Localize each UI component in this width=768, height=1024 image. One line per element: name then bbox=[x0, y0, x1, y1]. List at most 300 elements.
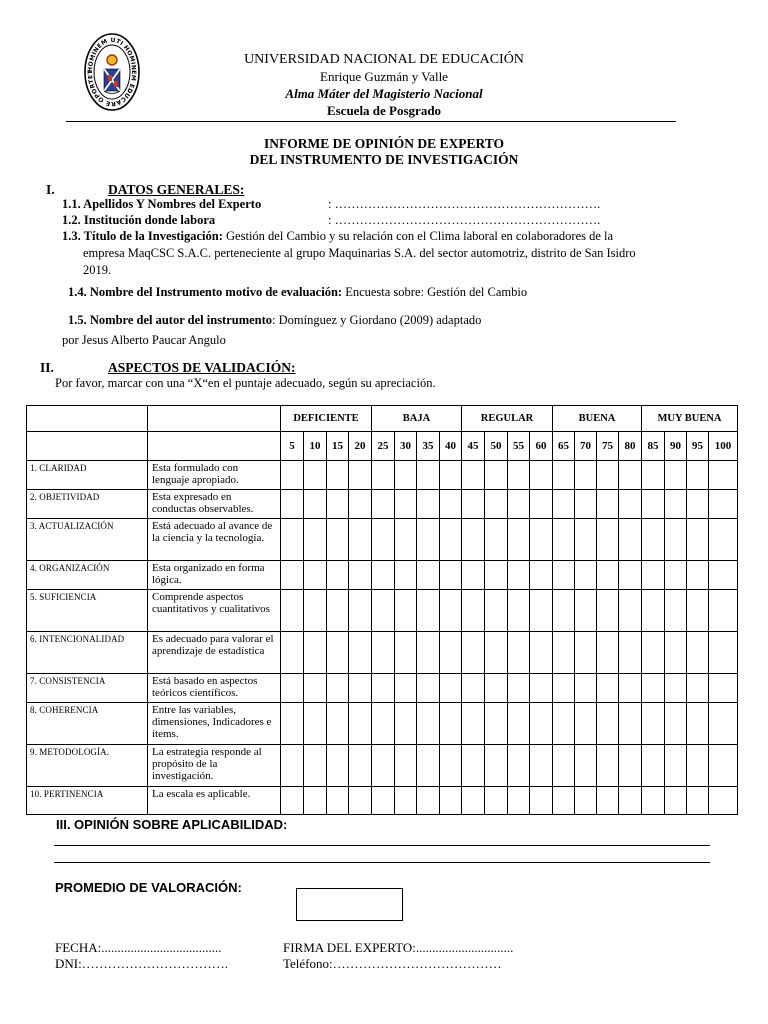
score-cell-50[interactable] bbox=[485, 561, 508, 590]
score-cell-5[interactable] bbox=[281, 490, 304, 519]
score-cell-100[interactable] bbox=[709, 519, 738, 561]
score-cell-80[interactable] bbox=[619, 561, 642, 590]
score-cell-55[interactable] bbox=[508, 519, 530, 561]
score-cell-15[interactable] bbox=[327, 703, 349, 745]
header-blank-criterion bbox=[27, 406, 148, 432]
score-cell-95[interactable] bbox=[687, 632, 709, 674]
score-cell-40[interactable] bbox=[440, 590, 462, 632]
score-cell-30[interactable] bbox=[395, 519, 417, 561]
score-cell-90[interactable] bbox=[665, 590, 687, 632]
score-cell-5[interactable] bbox=[281, 632, 304, 674]
score-cell-50[interactable] bbox=[485, 490, 508, 519]
score-cell-30[interactable] bbox=[395, 703, 417, 745]
section2-numeral: II. bbox=[40, 360, 54, 375]
score-cell-45[interactable] bbox=[462, 461, 485, 490]
criterion-cell: 3. ACTUALIZACIÓN bbox=[27, 519, 148, 561]
criterion-cell: 10. PERTINENCIA bbox=[27, 787, 148, 815]
table-row bbox=[27, 632, 738, 674]
score-cell-80[interactable] bbox=[619, 461, 642, 490]
score-cell-100[interactable] bbox=[709, 561, 738, 590]
document-title-line2: DEL INSTRUMENTO DE INVESTIGACIÓN bbox=[249, 152, 519, 167]
score-cell-35[interactable] bbox=[417, 674, 440, 703]
score-cell-50[interactable] bbox=[485, 787, 508, 815]
score-cell-65[interactable] bbox=[553, 703, 575, 745]
score-cell-35[interactable] bbox=[417, 490, 440, 519]
score-cell-100[interactable] bbox=[709, 745, 738, 787]
item3-label: 1.3. Título de la Investigación: bbox=[62, 229, 223, 243]
score-cell-75[interactable] bbox=[597, 787, 619, 815]
score-cell-15[interactable] bbox=[327, 490, 349, 519]
score-cell-75[interactable] bbox=[597, 674, 619, 703]
score-cell-95[interactable] bbox=[687, 490, 709, 519]
score-cell-45[interactable] bbox=[462, 674, 485, 703]
item5-line2: por Jesus Alberto Paucar Angulo bbox=[62, 333, 226, 347]
score-cell-95[interactable] bbox=[687, 674, 709, 703]
score-cell-75[interactable] bbox=[597, 490, 619, 519]
score-cell-15[interactable] bbox=[327, 787, 349, 815]
score-header-45: 45 bbox=[462, 432, 485, 461]
score-header-55: 55 bbox=[508, 432, 530, 461]
score-cell-55[interactable] bbox=[508, 461, 530, 490]
score-header-90: 90 bbox=[665, 432, 687, 461]
score-cell-70[interactable] bbox=[575, 745, 597, 787]
header-rule bbox=[66, 121, 676, 122]
score-cell-95[interactable] bbox=[687, 561, 709, 590]
score-cell-45[interactable] bbox=[462, 519, 485, 561]
score-cell-55[interactable] bbox=[508, 632, 530, 674]
score-cell-60[interactable] bbox=[530, 745, 553, 787]
item4 bbox=[68, 285, 527, 300]
score-cell-40[interactable] bbox=[440, 461, 462, 490]
score-cell-55[interactable] bbox=[508, 787, 530, 815]
score-cell-60[interactable] bbox=[530, 703, 553, 745]
score-header-40: 40 bbox=[440, 432, 462, 461]
score-cell-65[interactable] bbox=[553, 519, 575, 561]
score-cell-95[interactable] bbox=[687, 703, 709, 745]
score-cell-25[interactable] bbox=[372, 590, 395, 632]
score-header-70: 70 bbox=[575, 432, 597, 461]
score-header-30: 30 bbox=[395, 432, 417, 461]
score-cell-65[interactable] bbox=[553, 787, 575, 815]
score-cell-35[interactable] bbox=[417, 590, 440, 632]
score-cell-10[interactable] bbox=[304, 745, 327, 787]
score-cell-85[interactable] bbox=[642, 787, 665, 815]
score-cell-5[interactable] bbox=[281, 519, 304, 561]
table-row bbox=[27, 490, 738, 519]
score-cell-70[interactable] bbox=[575, 674, 597, 703]
score-cell-10[interactable] bbox=[304, 703, 327, 745]
score-cell-100[interactable] bbox=[709, 674, 738, 703]
score-cell-90[interactable] bbox=[665, 632, 687, 674]
score-cell-65[interactable] bbox=[553, 461, 575, 490]
score-cell-90[interactable] bbox=[665, 745, 687, 787]
score-cell-70[interactable] bbox=[575, 490, 597, 519]
score-cell-25[interactable] bbox=[372, 745, 395, 787]
score-cell-35[interactable] bbox=[417, 519, 440, 561]
score-cell-20[interactable] bbox=[349, 745, 372, 787]
score-cell-100[interactable] bbox=[709, 590, 738, 632]
score-cell-20[interactable] bbox=[349, 674, 372, 703]
score-cell-40[interactable] bbox=[440, 745, 462, 787]
score-cell-5[interactable] bbox=[281, 745, 304, 787]
score-cell-40[interactable] bbox=[440, 632, 462, 674]
score-cell-30[interactable] bbox=[395, 590, 417, 632]
score-cell-10[interactable] bbox=[304, 490, 327, 519]
seal-lettering: HOMINEM UTI HOMINEM EDUCARE OPORTET bbox=[86, 36, 138, 108]
score-cell-30[interactable] bbox=[395, 674, 417, 703]
score-cell-70[interactable] bbox=[575, 590, 597, 632]
score-cell-85[interactable] bbox=[642, 674, 665, 703]
score-cell-20[interactable] bbox=[349, 590, 372, 632]
score-header-row bbox=[27, 432, 738, 461]
indicator-cell: Está adecuado al avance de la ciencia y la tecnología. bbox=[148, 519, 281, 561]
criterion-cell: 7. CONSISTENCIA bbox=[27, 674, 148, 703]
score-header-20: 20 bbox=[349, 432, 372, 461]
score-cell-65[interactable] bbox=[553, 590, 575, 632]
item4-value: Encuesta sobre: Gestión del Cambio bbox=[342, 285, 528, 299]
score-cell-35[interactable] bbox=[417, 561, 440, 590]
item2-label: 1.2. Institución donde labora bbox=[62, 213, 216, 227]
score-cell-45[interactable] bbox=[462, 561, 485, 590]
score-cell-60[interactable] bbox=[530, 490, 553, 519]
score-cell-50[interactable] bbox=[485, 703, 508, 745]
score-cell-55[interactable] bbox=[508, 590, 530, 632]
indicator-cell: Comprende aspectos cuantitativos y cualitativos bbox=[148, 590, 281, 632]
score-cell-25[interactable] bbox=[372, 703, 395, 745]
score-cell-60[interactable] bbox=[530, 590, 553, 632]
score-cell-95[interactable] bbox=[687, 519, 709, 561]
score-cell-5[interactable] bbox=[281, 461, 304, 490]
score-cell-80[interactable] bbox=[619, 632, 642, 674]
score-cell-50[interactable] bbox=[485, 745, 508, 787]
score-cell-15[interactable] bbox=[327, 561, 349, 590]
score-cell-75[interactable] bbox=[597, 519, 619, 561]
opinion-line-2[interactable] bbox=[54, 862, 710, 863]
score-header-50: 50 bbox=[485, 432, 508, 461]
score-cell-85[interactable] bbox=[642, 703, 665, 745]
score-cell-55[interactable] bbox=[508, 703, 530, 745]
criterion-cell: 8. COHERENCIA bbox=[27, 703, 148, 745]
telefono-field[interactable]: Teléfono:………………………………… bbox=[283, 956, 502, 971]
score-cell-80[interactable] bbox=[619, 674, 642, 703]
table-row bbox=[27, 703, 738, 745]
score-cell-20[interactable] bbox=[349, 519, 372, 561]
score-cell-10[interactable] bbox=[304, 632, 327, 674]
score-cell-65[interactable] bbox=[553, 490, 575, 519]
score-cell-45[interactable] bbox=[462, 703, 485, 745]
score-cell-60[interactable] bbox=[530, 519, 553, 561]
score-cell-70[interactable] bbox=[575, 561, 597, 590]
score-cell-55[interactable] bbox=[508, 490, 530, 519]
criterion-cell: 1. CLARIDAD bbox=[27, 461, 148, 490]
item3-line3: 2019. bbox=[83, 263, 112, 277]
score-cell-75[interactable] bbox=[597, 561, 619, 590]
score-cell-70[interactable] bbox=[575, 519, 597, 561]
score-cell-25[interactable] bbox=[372, 461, 395, 490]
score-cell-50[interactable] bbox=[485, 590, 508, 632]
score-cell-45[interactable] bbox=[462, 632, 485, 674]
score-cell-80[interactable] bbox=[619, 703, 642, 745]
score-cell-75[interactable] bbox=[597, 632, 619, 674]
score-cell-65[interactable] bbox=[553, 561, 575, 590]
score-cell-15[interactable] bbox=[327, 590, 349, 632]
section1-heading: DATOS GENERALES: bbox=[108, 182, 245, 197]
university-seal-logo bbox=[84, 33, 140, 111]
score-cell-75[interactable] bbox=[597, 461, 619, 490]
score-header-95: 95 bbox=[687, 432, 709, 461]
score-cell-5[interactable] bbox=[281, 590, 304, 632]
score-header-5: 5 bbox=[281, 432, 304, 461]
score-cell-25[interactable] bbox=[372, 674, 395, 703]
section1-numeral: I. bbox=[46, 182, 55, 197]
score-cell-5[interactable] bbox=[281, 703, 304, 745]
score-cell-100[interactable] bbox=[709, 461, 738, 490]
score-cell-75[interactable] bbox=[597, 590, 619, 632]
score-cell-90[interactable] bbox=[665, 490, 687, 519]
score-cell-95[interactable] bbox=[687, 787, 709, 815]
school-name: Escuela de Posgrado bbox=[326, 103, 442, 118]
table-row bbox=[27, 561, 738, 590]
score-cell-5[interactable] bbox=[281, 561, 304, 590]
score-cell-25[interactable] bbox=[372, 632, 395, 674]
score-cell-10[interactable] bbox=[304, 519, 327, 561]
firma-field[interactable]: FIRMA DEL EXPERTO:.............................. bbox=[283, 940, 514, 955]
header-blank-indicator bbox=[148, 406, 281, 432]
score-cell-20[interactable] bbox=[349, 490, 372, 519]
indicator-cell: La escala es aplicable. bbox=[148, 787, 281, 815]
item3-line1: Gestión del Cambio y su relación con el Clima laboral en colaboradores de la bbox=[222, 229, 614, 243]
score-cell-5[interactable] bbox=[281, 674, 304, 703]
score-cell-55[interactable] bbox=[508, 674, 530, 703]
table-row bbox=[27, 590, 738, 632]
score-cell-90[interactable] bbox=[665, 787, 687, 815]
score-cell-25[interactable] bbox=[372, 561, 395, 590]
score-cell-30[interactable] bbox=[395, 561, 417, 590]
indicator-cell: Esta expresado en conductas observables. bbox=[148, 490, 281, 519]
criterion-cell: 5. SUFICIENCIA bbox=[27, 590, 148, 632]
promedio-label: PROMEDIO DE VALORACIÓN: bbox=[55, 880, 242, 895]
score-cell-50[interactable] bbox=[485, 519, 508, 561]
indicator-cell: Esta organizado en forma lógica. bbox=[148, 561, 281, 590]
item5-value: : Domínguez y Giordano (2009) adaptado bbox=[272, 313, 482, 327]
score-header-85: 85 bbox=[642, 432, 665, 461]
score-cell-90[interactable] bbox=[665, 703, 687, 745]
university-motto: Alma Máter del Magisterio Nacional bbox=[285, 86, 483, 101]
score-cell-60[interactable] bbox=[530, 561, 553, 590]
score-cell-25[interactable] bbox=[372, 490, 395, 519]
score-header-100: 100 bbox=[709, 432, 738, 461]
score-cell-10[interactable] bbox=[304, 674, 327, 703]
table-row bbox=[27, 745, 738, 787]
criterion-cell: 9. METODOLOGÍA. bbox=[27, 745, 148, 787]
indicator-cell: La estrategia responde al propósito de la investigación. bbox=[148, 745, 281, 787]
score-cell-95[interactable] bbox=[687, 461, 709, 490]
score-cell-50[interactable] bbox=[485, 632, 508, 674]
score-cell-40[interactable] bbox=[440, 787, 462, 815]
score-cell-35[interactable] bbox=[417, 632, 440, 674]
score-cell-45[interactable] bbox=[462, 745, 485, 787]
section2-heading: ASPECTOS DE VALIDACIÓN: bbox=[108, 360, 296, 375]
item5 bbox=[68, 313, 481, 328]
score-cell-25[interactable] bbox=[372, 787, 395, 815]
university-name: UNIVERSIDAD NACIONAL DE EDUCACIÓN bbox=[244, 52, 524, 67]
score-cell-45[interactable] bbox=[462, 787, 485, 815]
score-cell-85[interactable] bbox=[642, 632, 665, 674]
score-cell-60[interactable] bbox=[530, 787, 553, 815]
score-cell-100[interactable] bbox=[709, 703, 738, 745]
indicator-cell: Esta formulado con lenguaje apropiado. bbox=[148, 461, 281, 490]
score-cell-55[interactable] bbox=[508, 561, 530, 590]
criterion-cell: 4. ORGANIZACIÓN bbox=[27, 561, 148, 590]
score-cell-70[interactable] bbox=[575, 703, 597, 745]
score-cell-60[interactable] bbox=[530, 632, 553, 674]
score-cell-90[interactable] bbox=[665, 674, 687, 703]
score-cell-100[interactable] bbox=[709, 787, 738, 815]
score-cell-90[interactable] bbox=[665, 519, 687, 561]
score-cell-20[interactable] bbox=[349, 703, 372, 745]
score-cell-75[interactable] bbox=[597, 703, 619, 745]
score-cell-20[interactable] bbox=[349, 787, 372, 815]
score-cell-10[interactable] bbox=[304, 461, 327, 490]
score-cell-35[interactable] bbox=[417, 787, 440, 815]
score-header-80: 80 bbox=[619, 432, 642, 461]
score-cell-30[interactable] bbox=[395, 490, 417, 519]
group-header-3: REGULAR bbox=[462, 406, 553, 432]
item1-value: : ………………………………………………………. bbox=[328, 197, 601, 211]
score-cell-85[interactable] bbox=[642, 461, 665, 490]
group-header-5: MUY BUENA bbox=[642, 406, 738, 432]
score-cell-65[interactable] bbox=[553, 674, 575, 703]
score-cell-80[interactable] bbox=[619, 745, 642, 787]
score-cell-30[interactable] bbox=[395, 745, 417, 787]
item5-label: 1.5. Nombre del autor del instrumento bbox=[68, 313, 273, 327]
table-row bbox=[27, 674, 738, 703]
score-cell-30[interactable] bbox=[395, 787, 417, 815]
item2-value: : ………………………………………………………. bbox=[328, 213, 601, 227]
score-cell-15[interactable] bbox=[327, 519, 349, 561]
score-cell-5[interactable] bbox=[281, 787, 304, 815]
score-header-65: 65 bbox=[553, 432, 575, 461]
table-row bbox=[27, 787, 738, 815]
opinion-line-1[interactable] bbox=[54, 845, 710, 846]
score-cell-100[interactable] bbox=[709, 632, 738, 674]
score-cell-20[interactable] bbox=[349, 561, 372, 590]
score-cell-50[interactable] bbox=[485, 461, 508, 490]
score-cell-15[interactable] bbox=[327, 745, 349, 787]
score-cell-90[interactable] bbox=[665, 561, 687, 590]
score-cell-35[interactable] bbox=[417, 461, 440, 490]
score-cell-25[interactable] bbox=[372, 519, 395, 561]
score-cell-70[interactable] bbox=[575, 787, 597, 815]
score-cell-15[interactable] bbox=[327, 461, 349, 490]
score-cell-15[interactable] bbox=[327, 674, 349, 703]
score-cell-85[interactable] bbox=[642, 519, 665, 561]
score-cell-90[interactable] bbox=[665, 461, 687, 490]
score-cell-55[interactable] bbox=[508, 745, 530, 787]
section2-instruction: Por favor, marcar con una “X“en el puntaje adecuado, según su apreciación. bbox=[55, 376, 436, 390]
score-cell-35[interactable] bbox=[417, 745, 440, 787]
score-cell-100[interactable] bbox=[709, 490, 738, 519]
score-cell-70[interactable] bbox=[575, 461, 597, 490]
score-cell-75[interactable] bbox=[597, 745, 619, 787]
score-cell-85[interactable] bbox=[642, 745, 665, 787]
score-cell-20[interactable] bbox=[349, 461, 372, 490]
score-cell-40[interactable] bbox=[440, 561, 462, 590]
validation-table bbox=[26, 405, 738, 815]
score-cell-95[interactable] bbox=[687, 590, 709, 632]
item3-line2: empresa MaqCSC S.A.C. perteneciente al grupo Maquinarias S.A. del sector automotriz, distrito de San Isidro bbox=[83, 246, 636, 260]
fecha-field[interactable]: FECHA:..................................... bbox=[55, 940, 222, 955]
promedio-box[interactable] bbox=[296, 888, 403, 921]
score-cell-50[interactable] bbox=[485, 674, 508, 703]
score-cell-15[interactable] bbox=[327, 632, 349, 674]
table-row bbox=[27, 519, 738, 561]
score-cell-70[interactable] bbox=[575, 632, 597, 674]
score-cell-80[interactable] bbox=[619, 787, 642, 815]
dni-field[interactable]: DNI:……………………………. bbox=[55, 956, 228, 971]
score-cell-30[interactable] bbox=[395, 632, 417, 674]
score-cell-40[interactable] bbox=[440, 703, 462, 745]
score-cell-40[interactable] bbox=[440, 490, 462, 519]
score-header-60: 60 bbox=[530, 432, 553, 461]
score-cell-30[interactable] bbox=[395, 461, 417, 490]
table-row bbox=[27, 461, 738, 490]
score-cell-85[interactable] bbox=[642, 490, 665, 519]
criterion-cell: 6. INTENCIONALIDAD bbox=[27, 632, 148, 674]
score-cell-40[interactable] bbox=[440, 519, 462, 561]
university-subtitle: Enrique Guzmán y Valle bbox=[320, 69, 448, 84]
criterion-cell: 2. OBJETIVIDAD bbox=[27, 490, 148, 519]
score-cell-40[interactable] bbox=[440, 674, 462, 703]
item1-label: 1.1. Apellidos Y Nombres del Experto bbox=[62, 197, 262, 211]
score-cell-35[interactable] bbox=[417, 703, 440, 745]
score-cell-85[interactable] bbox=[642, 590, 665, 632]
score-header-25: 25 bbox=[372, 432, 395, 461]
score-cell-60[interactable] bbox=[530, 461, 553, 490]
score-cell-10[interactable] bbox=[304, 561, 327, 590]
group-header-1: DEFICIENTE bbox=[281, 406, 372, 432]
score-cell-60[interactable] bbox=[530, 674, 553, 703]
score-header-15: 15 bbox=[327, 432, 349, 461]
score-cell-85[interactable] bbox=[642, 561, 665, 590]
score-cell-10[interactable] bbox=[304, 787, 327, 815]
group-header-2: BAJA bbox=[372, 406, 462, 432]
score-header-10: 10 bbox=[304, 432, 327, 461]
score-cell-80[interactable] bbox=[619, 519, 642, 561]
score-cell-65[interactable] bbox=[553, 632, 575, 674]
header-blank-criterion bbox=[27, 432, 148, 461]
indicator-cell: Es adecuado para valorar el aprendizaje de estadística bbox=[148, 632, 281, 674]
group-header-4: BUENA bbox=[553, 406, 642, 432]
group-header-row bbox=[27, 406, 738, 432]
score-header-35: 35 bbox=[417, 432, 440, 461]
document-title-line1: INFORME DE OPINIÓN DE EXPERTO bbox=[263, 136, 505, 151]
score-cell-10[interactable] bbox=[304, 590, 327, 632]
header-blank-indicator bbox=[148, 432, 281, 461]
score-cell-45[interactable] bbox=[462, 490, 485, 519]
score-cell-65[interactable] bbox=[553, 745, 575, 787]
score-cell-80[interactable] bbox=[619, 490, 642, 519]
score-header-75: 75 bbox=[597, 432, 619, 461]
item3 bbox=[62, 229, 613, 244]
indicator-cell: Está basado en aspectos teóricos científicos. bbox=[148, 674, 281, 703]
score-cell-95[interactable] bbox=[687, 745, 709, 787]
score-cell-20[interactable] bbox=[349, 632, 372, 674]
score-cell-80[interactable] bbox=[619, 590, 642, 632]
score-cell-45[interactable] bbox=[462, 590, 485, 632]
indicator-cell: Entre las variables, dimensiones, Indicadores e ítems. bbox=[148, 703, 281, 745]
item4-label: 1.4. Nombre del Instrumento motivo de evaluación: bbox=[68, 285, 343, 299]
